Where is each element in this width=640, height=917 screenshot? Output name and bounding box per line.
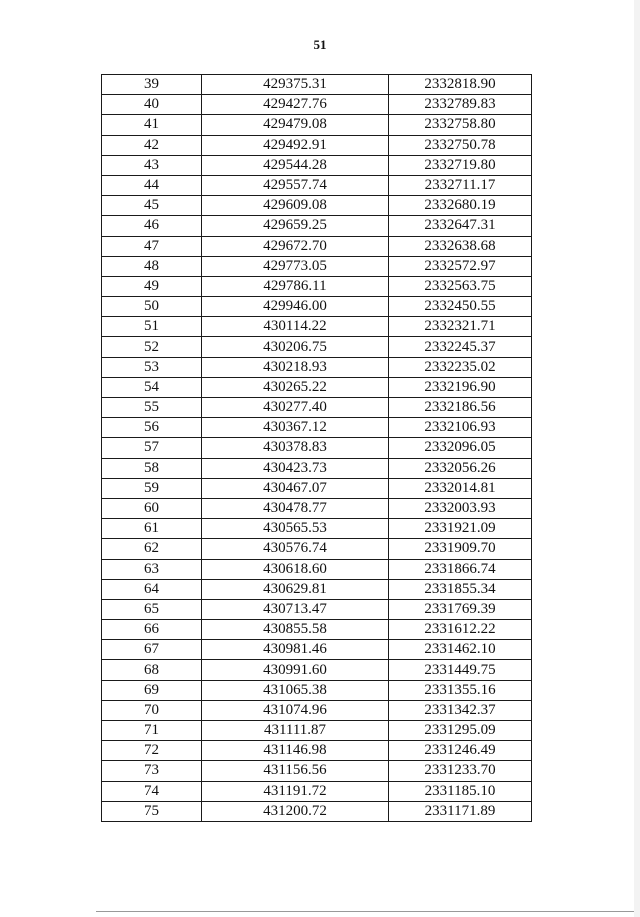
table-row xyxy=(102,700,532,720)
point-number-cell: 51 xyxy=(102,317,202,337)
point-number-cell: 58 xyxy=(102,458,202,478)
x-coordinate-cell: 430277.40 xyxy=(202,398,389,418)
point-number-cell: 45 xyxy=(102,196,202,216)
y-coordinate-cell: 2332014.81 xyxy=(389,478,532,498)
x-coordinate-cell: 430423.73 xyxy=(202,458,389,478)
point-number-cell: 57 xyxy=(102,438,202,458)
y-coordinate-cell: 2332758.80 xyxy=(389,115,532,135)
x-coordinate-cell: 431111.87 xyxy=(202,721,389,741)
point-number-cell: 61 xyxy=(102,519,202,539)
x-coordinate-cell: 429659.25 xyxy=(202,216,389,236)
table-row xyxy=(102,620,532,640)
bottom-rule xyxy=(96,911,640,912)
y-coordinate-cell: 2332647.31 xyxy=(389,216,532,236)
y-coordinate-cell: 2331246.49 xyxy=(389,741,532,761)
point-number-cell: 46 xyxy=(102,216,202,236)
point-number-cell: 75 xyxy=(102,801,202,821)
table-row xyxy=(102,377,532,397)
table-row xyxy=(102,721,532,741)
table-row xyxy=(102,95,532,115)
x-coordinate-cell: 430629.81 xyxy=(202,579,389,599)
x-coordinate-cell: 431074.96 xyxy=(202,700,389,720)
x-coordinate-cell: 429557.74 xyxy=(202,175,389,195)
table-row xyxy=(102,236,532,256)
x-coordinate-cell: 430367.12 xyxy=(202,418,389,438)
x-coordinate-cell: 429492.91 xyxy=(202,135,389,155)
x-coordinate-cell: 430713.47 xyxy=(202,599,389,619)
x-coordinate-cell: 430618.60 xyxy=(202,559,389,579)
point-number-cell: 54 xyxy=(102,377,202,397)
y-coordinate-cell: 2331909.70 xyxy=(389,539,532,559)
y-coordinate-cell: 2332056.26 xyxy=(389,458,532,478)
y-coordinate-cell: 2331233.70 xyxy=(389,761,532,781)
y-coordinate-cell: 2332789.83 xyxy=(389,95,532,115)
x-coordinate-cell: 430991.60 xyxy=(202,660,389,680)
point-number-cell: 48 xyxy=(102,256,202,276)
x-coordinate-cell: 429375.31 xyxy=(202,75,389,95)
x-coordinate-cell: 429672.70 xyxy=(202,236,389,256)
x-coordinate-cell: 431200.72 xyxy=(202,801,389,821)
x-coordinate-cell: 429773.05 xyxy=(202,256,389,276)
y-coordinate-cell: 2332750.78 xyxy=(389,135,532,155)
point-number-cell: 50 xyxy=(102,297,202,317)
x-coordinate-cell: 430265.22 xyxy=(202,377,389,397)
point-number-cell: 52 xyxy=(102,337,202,357)
y-coordinate-cell: 2331612.22 xyxy=(389,620,532,640)
table-row xyxy=(102,297,532,317)
table-row xyxy=(102,781,532,801)
coordinate-table-body xyxy=(102,75,532,822)
table-row xyxy=(102,801,532,821)
y-coordinate-cell: 2332196.90 xyxy=(389,377,532,397)
point-number-cell: 65 xyxy=(102,599,202,619)
point-number-cell: 74 xyxy=(102,781,202,801)
table-row xyxy=(102,519,532,539)
x-coordinate-cell: 430478.77 xyxy=(202,498,389,518)
x-coordinate-cell: 429609.08 xyxy=(202,196,389,216)
table-row xyxy=(102,357,532,377)
point-number-cell: 59 xyxy=(102,478,202,498)
table-row xyxy=(102,135,532,155)
point-number-cell: 64 xyxy=(102,579,202,599)
table-row xyxy=(102,317,532,337)
table-row xyxy=(102,539,532,559)
x-coordinate-cell: 430467.07 xyxy=(202,478,389,498)
y-coordinate-cell: 2332450.55 xyxy=(389,297,532,317)
point-number-cell: 41 xyxy=(102,115,202,135)
table-row xyxy=(102,155,532,175)
y-coordinate-cell: 2332235.02 xyxy=(389,357,532,377)
x-coordinate-cell: 431065.38 xyxy=(202,680,389,700)
y-coordinate-cell: 2332719.80 xyxy=(389,155,532,175)
point-number-cell: 55 xyxy=(102,398,202,418)
y-coordinate-cell: 2331355.16 xyxy=(389,680,532,700)
y-coordinate-cell: 2332321.71 xyxy=(389,317,532,337)
point-number-cell: 73 xyxy=(102,761,202,781)
point-number-cell: 66 xyxy=(102,620,202,640)
y-coordinate-cell: 2331855.34 xyxy=(389,579,532,599)
table-row xyxy=(102,216,532,236)
table-row xyxy=(102,660,532,680)
scan-edge xyxy=(634,0,640,917)
y-coordinate-cell: 2331171.89 xyxy=(389,801,532,821)
y-coordinate-cell: 2331769.39 xyxy=(389,599,532,619)
y-coordinate-cell: 2332818.90 xyxy=(389,75,532,95)
y-coordinate-cell: 2331449.75 xyxy=(389,660,532,680)
x-coordinate-cell: 429544.28 xyxy=(202,155,389,175)
table-row xyxy=(102,175,532,195)
table-row xyxy=(102,438,532,458)
point-number-cell: 47 xyxy=(102,236,202,256)
x-coordinate-cell: 429479.08 xyxy=(202,115,389,135)
x-coordinate-cell: 430218.93 xyxy=(202,357,389,377)
table-row xyxy=(102,478,532,498)
x-coordinate-cell: 430981.46 xyxy=(202,640,389,660)
y-coordinate-cell: 2332186.56 xyxy=(389,398,532,418)
table-row xyxy=(102,599,532,619)
table-row xyxy=(102,115,532,135)
point-number-cell: 69 xyxy=(102,680,202,700)
y-coordinate-cell: 2332106.93 xyxy=(389,418,532,438)
point-number-cell: 67 xyxy=(102,640,202,660)
y-coordinate-cell: 2332245.37 xyxy=(389,337,532,357)
point-number-cell: 72 xyxy=(102,741,202,761)
y-coordinate-cell: 2332572.97 xyxy=(389,256,532,276)
point-number-cell: 44 xyxy=(102,175,202,195)
table-row xyxy=(102,741,532,761)
y-coordinate-cell: 2331921.09 xyxy=(389,519,532,539)
x-coordinate-cell: 431191.72 xyxy=(202,781,389,801)
y-coordinate-cell: 2332711.17 xyxy=(389,175,532,195)
x-coordinate-cell: 430565.53 xyxy=(202,519,389,539)
table-row xyxy=(102,196,532,216)
y-coordinate-cell: 2332003.93 xyxy=(389,498,532,518)
x-coordinate-cell: 431146.98 xyxy=(202,741,389,761)
table-row xyxy=(102,337,532,357)
x-coordinate-cell: 431156.56 xyxy=(202,761,389,781)
page-number: 51 xyxy=(313,37,327,52)
table-row xyxy=(102,458,532,478)
point-number-cell: 68 xyxy=(102,660,202,680)
y-coordinate-cell: 2331342.37 xyxy=(389,700,532,720)
table-row xyxy=(102,276,532,296)
point-number-cell: 39 xyxy=(102,75,202,95)
point-number-cell: 60 xyxy=(102,498,202,518)
table-row xyxy=(102,579,532,599)
x-coordinate-cell: 429427.76 xyxy=(202,95,389,115)
point-number-cell: 49 xyxy=(102,276,202,296)
x-coordinate-cell: 430206.75 xyxy=(202,337,389,357)
point-number-cell: 42 xyxy=(102,135,202,155)
point-number-cell: 63 xyxy=(102,559,202,579)
point-number-cell: 56 xyxy=(102,418,202,438)
point-number-cell: 43 xyxy=(102,155,202,175)
point-number-cell: 62 xyxy=(102,539,202,559)
table-row xyxy=(102,559,532,579)
x-coordinate-cell: 430114.22 xyxy=(202,317,389,337)
table-row xyxy=(102,256,532,276)
table-row xyxy=(102,418,532,438)
y-coordinate-cell: 2331185.10 xyxy=(389,781,532,801)
y-coordinate-cell: 2332563.75 xyxy=(389,276,532,296)
table-row xyxy=(102,761,532,781)
y-coordinate-cell: 2331295.09 xyxy=(389,721,532,741)
x-coordinate-cell: 429946.00 xyxy=(202,297,389,317)
y-coordinate-cell: 2332680.19 xyxy=(389,196,532,216)
table-row xyxy=(102,498,532,518)
x-coordinate-cell: 430378.83 xyxy=(202,438,389,458)
coordinate-table xyxy=(101,74,532,822)
y-coordinate-cell: 2331866.74 xyxy=(389,559,532,579)
point-number-cell: 40 xyxy=(102,95,202,115)
y-coordinate-cell: 2331462.10 xyxy=(389,640,532,660)
table-row xyxy=(102,75,532,95)
y-coordinate-cell: 2332096.05 xyxy=(389,438,532,458)
point-number-cell: 70 xyxy=(102,700,202,720)
x-coordinate-cell: 429786.11 xyxy=(202,276,389,296)
x-coordinate-cell: 430576.74 xyxy=(202,539,389,559)
table-row xyxy=(102,398,532,418)
table-row xyxy=(102,640,532,660)
point-number-cell: 53 xyxy=(102,357,202,377)
point-number-cell: 71 xyxy=(102,721,202,741)
y-coordinate-cell: 2332638.68 xyxy=(389,236,532,256)
x-coordinate-cell: 430855.58 xyxy=(202,620,389,640)
table-row xyxy=(102,680,532,700)
